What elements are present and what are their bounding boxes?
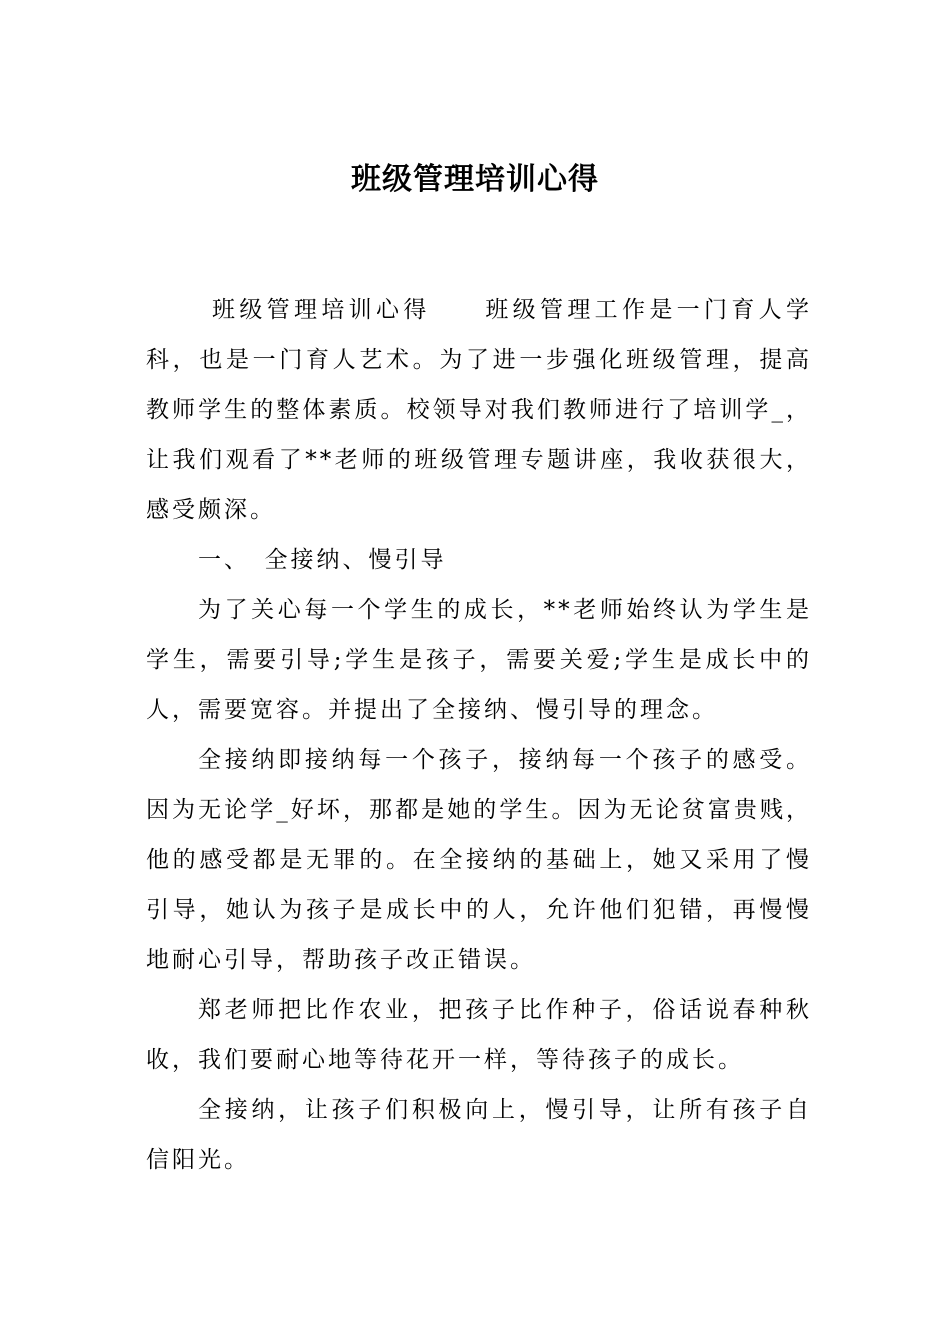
paragraph-intro xyxy=(146,285,812,535)
paragraph-2 xyxy=(146,585,812,735)
paragraph-text: 全接纳，让孩子们积极向上，慢引导，让所有孩子自信阳光。 xyxy=(146,1097,812,1173)
section-heading-text: 一、 全接纳、慢引导 xyxy=(198,547,447,573)
paragraph-text: 全接纳即接纳每一个孩子，接纳每一个孩子的感受。因为无论学_好坏，那都是她的学生。因为无论贫富贵贱，他的感受都是无罪的。在全接纳的基础上，她又采用了慢引导，她认为孩子是成长中的人，允许他们犯错，再慢慢地耐心引导，帮助孩子改正错误。 xyxy=(146,747,812,973)
paragraph-4 xyxy=(146,985,812,1085)
paragraph-text: 班级管理培训心得 班级管理工作是一门育人学科，也是一门育人艺术。为了进一步强化班级管理，提高教师学生的整体素质。校领导对我们教师进行了培训学_，让我们观看了**老师的班级管理专题讲座，我收获很大，感受颇深。 xyxy=(146,297,812,523)
paragraph-5 xyxy=(146,1085,812,1185)
paragraph-3 xyxy=(146,735,812,985)
document-title: 班级管理培训心得 xyxy=(351,162,599,197)
paragraph-text: 郑老师把比作农业，把孩子比作种子，俗话说春种秋收，我们要耐心地等待花开一样，等待孩子的成长。 xyxy=(146,997,812,1073)
paragraph-text: 为了关心每一个学生的成长，**老师始终认为学生是学生，需要引导;学生是孩子，需要关爱;学生是成长中的人，需要宽容。并提出了全接纳、慢引导的理念。 xyxy=(146,597,812,723)
section-heading xyxy=(146,535,812,585)
